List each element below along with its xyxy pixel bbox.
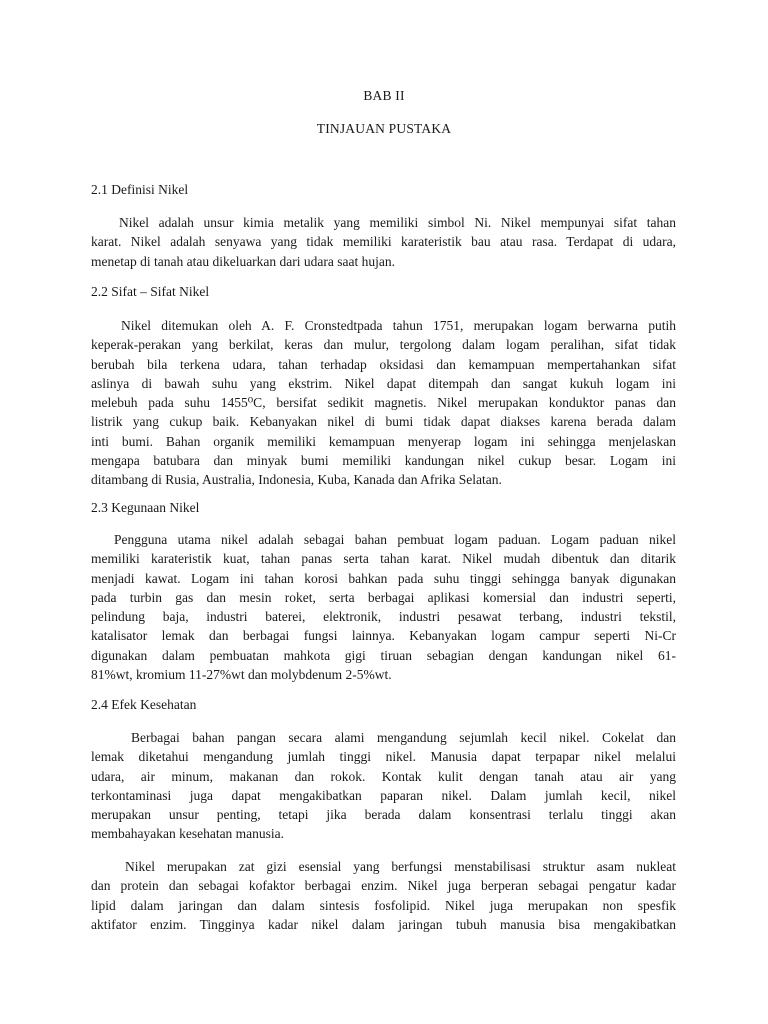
paragraph-line: lipid dalam jaringan dan dalam sintesis fosfolipid. Nikel juga merupakan non spesfik (91, 897, 676, 913)
section-title: 2.4 Efek Kesehatan (91, 697, 197, 712)
paragraph-line: aslinya di bawah suhu yang ekstrim. Nikel dapat ditempah dan sangat kukuh logam ini (91, 375, 676, 391)
paragraph-line: 81%wt, kromium 11-27%wt dan molybdenum 2-5%wt. (91, 667, 392, 683)
paragraph (91, 213, 676, 271)
paragraph-line: Nikel adalah unsur kimia metalik yang memiliki simbol Ni. Nikel mempunyai sifat tahan (119, 215, 676, 230)
paragraph-line: mengapa batubara dan minyak bumi memiliki kandungan nikel cukup besar. Logam ini (91, 453, 676, 469)
section-title: 2.3 Kegunaan Nikel (91, 500, 200, 515)
paragraph-line: melebuh pada suhu 1455⁰C, bersifat sedikit magnetis. Nikel merupakan konduktor panas dan (91, 395, 676, 411)
paragraph (91, 857, 676, 934)
paragraph-line: berubah bila terkena udara, tahan terhadap oksidasi dan kemampuan mempertahankan sifat (91, 356, 676, 372)
paragraph-line: udara, air minum, makanan dan rokok. Kontak kulit dengan tanah atau air yang (91, 768, 676, 784)
chapter-label: BAB II (363, 88, 405, 103)
section-title: 2.2 Sifat – Sifat Nikel (91, 284, 210, 299)
paragraph (91, 316, 676, 490)
paragraph-line: Berbagai bahan pangan secara alami mengandung sejumlah kecil nikel. Cokelat dan (131, 730, 676, 745)
paragraph-line: Pengguna utama nikel adalah sebagai bahan pembuat logam paduan. Logam paduan nikel (114, 532, 676, 547)
paragraph-line: keperak-perakan yang berkilat, keras dan mulur, tergolong dalam logam peralihan, sifat tidak (91, 337, 676, 353)
paragraph-line: aktifator enzim. Tingginya kadar nikel dalam jaringan tubuh manusia bisa mengakibatkan (91, 916, 676, 932)
paragraph-line: karat. Nikel adalah senyawa yang tidak memiliki karateristik bau atau rasa. Terdapat di udara, (91, 234, 676, 250)
paragraph-line: terkontaminasi juga dapat mengakibatkan paparan nikel. Dalam jumlah kecil, nikel (91, 787, 676, 803)
paragraph-line: menjadi kawat. Logam ini tahan korosi bahkan pada suhu tinggi sehingga banyak digunakan (91, 570, 676, 586)
paragraph-line: pelindung baja, industri baterei, elektronik, industri pesawat terbang, industri tekstil, (91, 609, 676, 625)
paragraph-line: menetap di tanah atau dikeluarkan dari udara saat hujan. (91, 253, 395, 269)
paragraph-line: merupakan unsur penting, tetapi jika berada dalam konsentrasi terlalu tinggi akan (91, 807, 676, 823)
paragraph-line: ditambang di Rusia, Australia, Indonesia, Kuba, Kanada dan Afrika Selatan. (91, 472, 502, 488)
paragraph-line: pada turbin gas dan mesin roket, serta berbagai aplikasi komersial dan industri seperti, (91, 589, 676, 605)
paragraph-line: katalisator lemak dan berbagai fungsi lainnya. Kebanyakan logam campur seperti Ni-Cr (91, 628, 676, 644)
paragraph-line: dan protein dan sebagai kofaktor berbagai enzim. Nikel juga berperan sebagai pengatur kadar (91, 878, 676, 894)
paragraph-line: Nikel ditemukan oleh A. F. Cronstedtpada tahun 1751, merupakan logam berwarna putih (121, 318, 676, 333)
paragraph-line: Nikel merupakan zat gizi esensial yang berfungsi menstabilisasi struktur asam nukleat (125, 859, 676, 874)
section-title: 2.1 Definisi Nikel (91, 182, 189, 197)
paragraph-line: membahayakan kesehatan manusia. (91, 826, 285, 842)
paragraph (91, 728, 676, 844)
chapter-title: TINJAUAN PUSTAKA (316, 121, 452, 136)
paragraph-line: digunakan dalam pembuatan mahkota gigi tiruan sebagian dengan kandungan nikel 61- (91, 647, 676, 663)
paragraph-line: memiliki karateristik kuat, tahan panas serta tahan karat. Nikel mudah dibentuk dan ditarik (91, 551, 676, 567)
paragraph-line: inti bumi. Bahan organik memiliki kemampuan menyerap logam ini sehingga menjelaskan (91, 433, 676, 449)
paragraph (91, 530, 676, 684)
paragraph-line: listrik yang cukup baik. Kebanyakan nikel di bumi tidak dapat diakses karena berada dalam (91, 414, 676, 430)
paragraph-line: lemak diketahui mengandung jumlah tinggi nikel. Manusia dapat terpapar nikel melalui (91, 749, 676, 765)
